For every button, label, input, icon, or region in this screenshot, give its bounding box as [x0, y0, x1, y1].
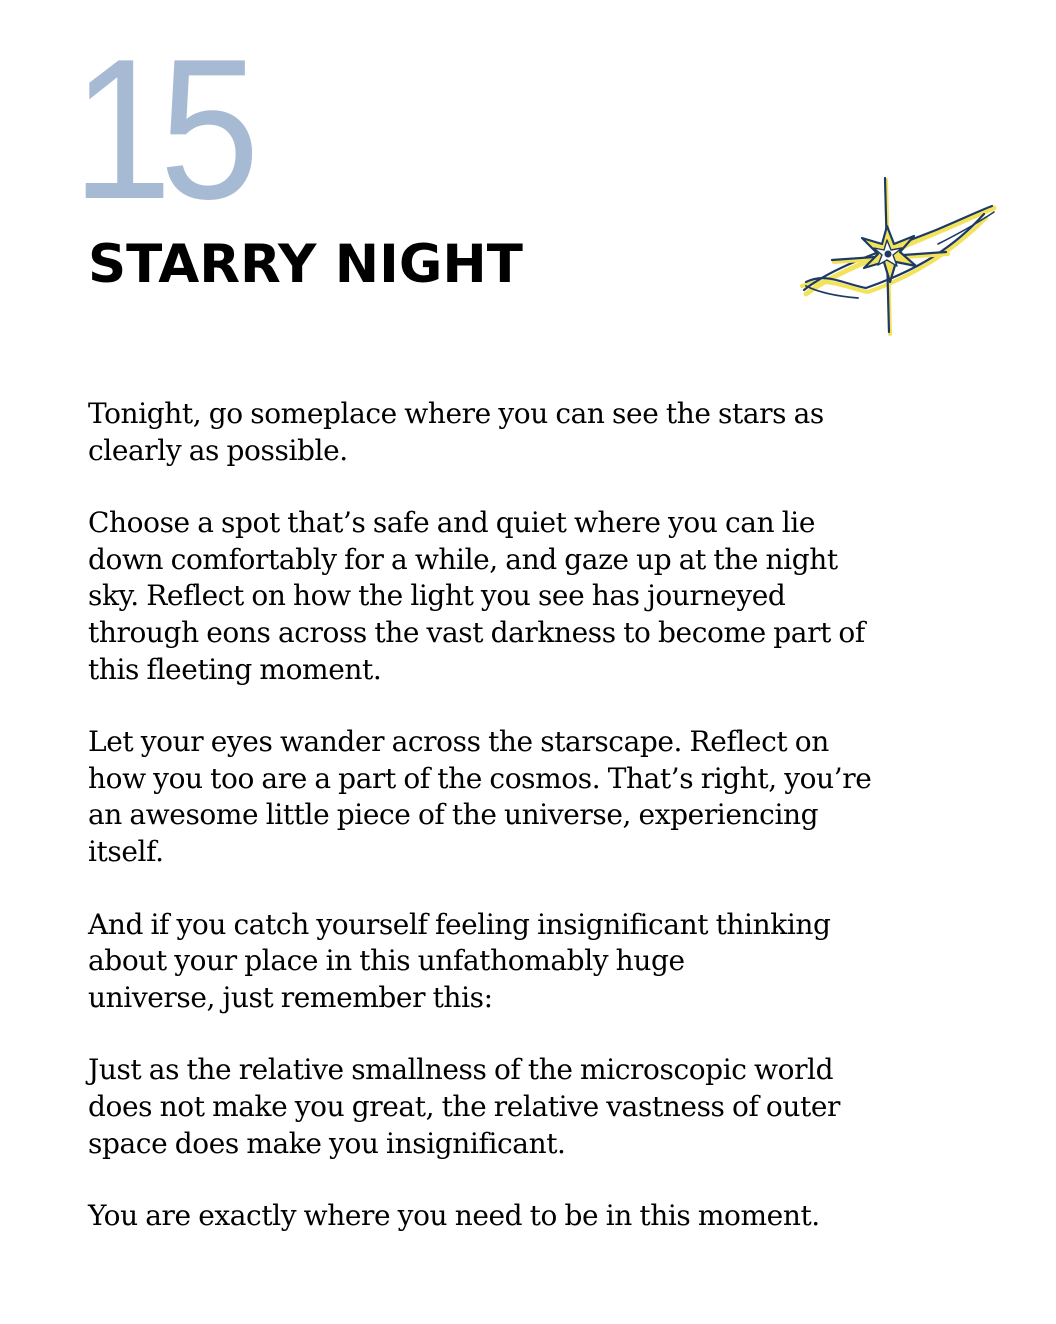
paragraph-6: You are exactly where you need to be in this moment.	[88, 1199, 820, 1233]
paragraph-2: Choose a spot that’s safe and quiet where you can lie down comfortably for a while, and gaze up at the night sky. Reflect on how the light you see has journeyed through eons across the vast darkness to become part of this fleeting moment.	[88, 506, 865, 686]
paragraph-1: Tonight, go someplace where you can see the stars as clearly as possible.	[88, 397, 824, 467]
paragraph-4: And if you catch yourself feeling insignificant thinking about your place in this unfathomably huge universe, just remember this:	[88, 907, 831, 1014]
body-text	[88, 396, 968, 1271]
paragraph-5: Just as the relative smallness of the microscopic world does not make you great, the relative vastness of outer space does make you insignificant.	[88, 1053, 841, 1160]
paragraph-3: Let your eyes wander across the starscape. Reflect on how you too are a part of the cosmos. That’s right, you’re an awesome little piece of the universe, experiencing itself.	[88, 725, 872, 868]
chapter-number: 15	[72, 18, 248, 241]
chapter-title: STARRY NIGHT	[88, 234, 523, 295]
shooting-star-icon	[798, 174, 998, 338]
